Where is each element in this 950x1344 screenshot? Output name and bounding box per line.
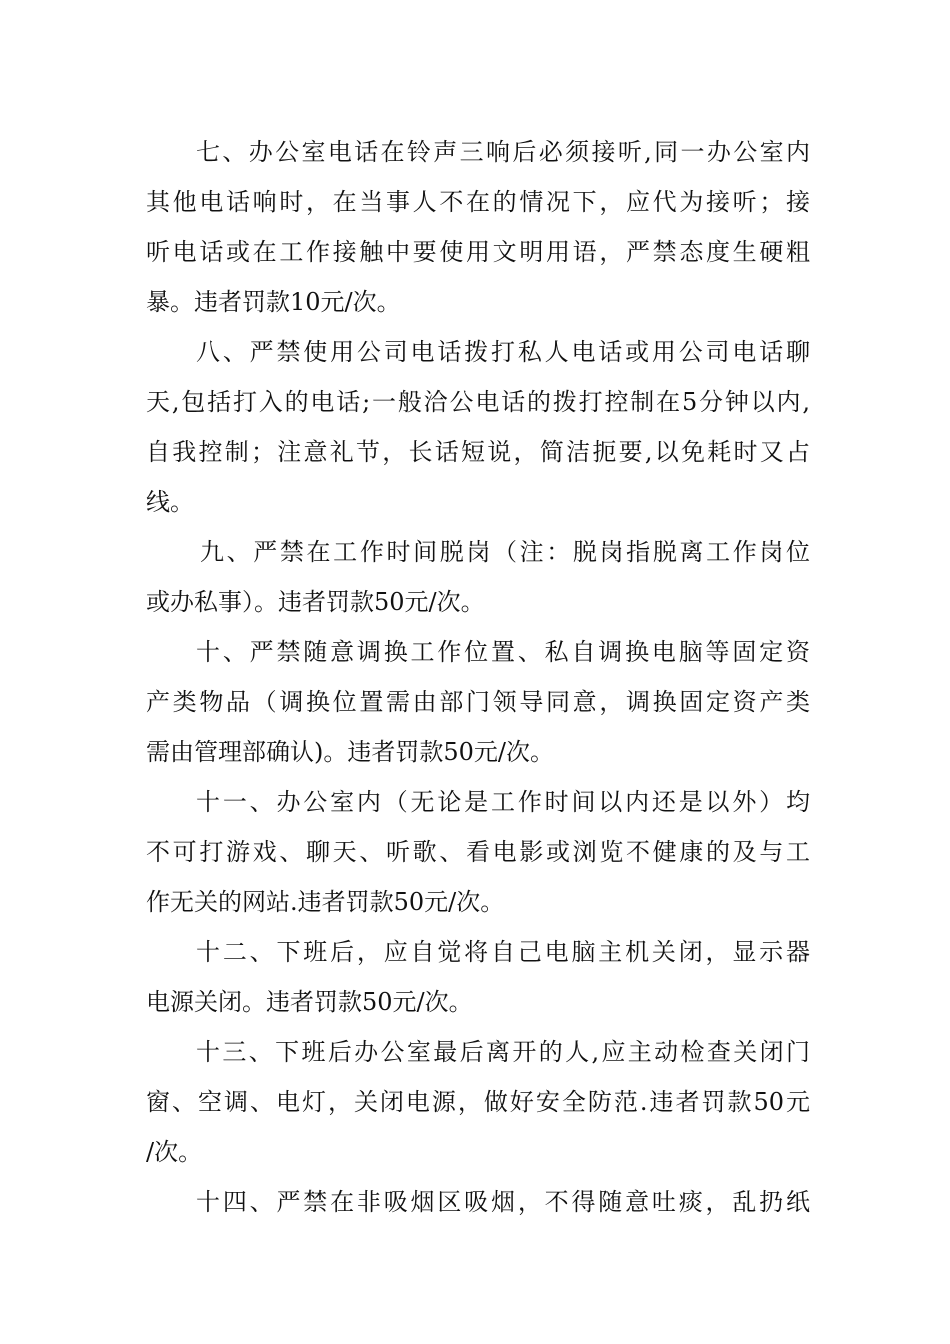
paragraph-8-line-4: 线。 — [146, 488, 194, 516]
paragraph-9-line-2: 或办私事）。违者罚款50元/次。 — [146, 588, 485, 616]
paragraph-8-line-2: 天,包括打入的电话;一般洽公电话的拨打控制在5分钟以内, — [146, 388, 810, 416]
paragraph-13-line-1: 十三、下班后办公室最后离开的人,应主动检查关闭门 — [196, 1038, 810, 1066]
paragraph-8-line-1: 八、严禁使用公司电话拨打私人电话或用公司电话聊 — [196, 338, 810, 366]
paragraph-10-line-2: 产类物品（调换位置需由部门领导同意，调换固定资产类 — [146, 688, 810, 716]
paragraph-13-line-3: /次。 — [146, 1138, 203, 1166]
paragraph-7-line-3: 听电话或在工作接触中要使用文明用语，严禁态度生硬粗 — [146, 238, 810, 266]
paragraph-8-line-3: 自我控制；注意礼节，长话短说，简洁扼要,以免耗时又占 — [146, 438, 810, 466]
paragraph-11-line-2: 不可打游戏、聊天、听歌、看电影或浏览不健康的及与工 — [146, 838, 810, 866]
paragraph-7-line-2: 其他电话响时，在当事人不在的情况下，应代为接听；接 — [146, 188, 810, 216]
paragraph-9-line-1: 九、严禁在工作时间脱岗（注：脱岗指脱离工作岗位 — [200, 538, 810, 566]
paragraph-11-line-1: 十一、办公室内（无论是工作时间以内还是以外）均 — [196, 788, 810, 816]
paragraph-12-line-1: 十二、下班后，应自觉将自己电脑主机关闭，显示器 — [196, 938, 810, 966]
paragraph-14-line-1: 十四、严禁在非吸烟区吸烟，不得随意吐痰，乱扔纸 — [196, 1188, 810, 1216]
paragraph-13-line-2: 窗、空调、电灯，关闭电源，做好安全防范.违者罚款50元 — [146, 1088, 810, 1116]
paragraph-7-line-4: 暴。违者罚款10元/次。 — [146, 288, 401, 316]
paragraph-10-line-3: 需由管理部确认)。违者罚款50元/次。 — [146, 738, 554, 766]
paragraph-11-line-3: 作无关的网站.违者罚款50元/次。 — [146, 888, 505, 916]
paragraph-7-line-1: 七、办公室电话在铃声三响后必须接听,同一办公室内 — [196, 138, 810, 166]
paragraph-12-line-2: 电源关闭。违者罚款50元/次。 — [146, 988, 473, 1016]
paragraph-10-line-1: 十、严禁随意调换工作位置、私自调换电脑等固定资 — [196, 638, 810, 666]
